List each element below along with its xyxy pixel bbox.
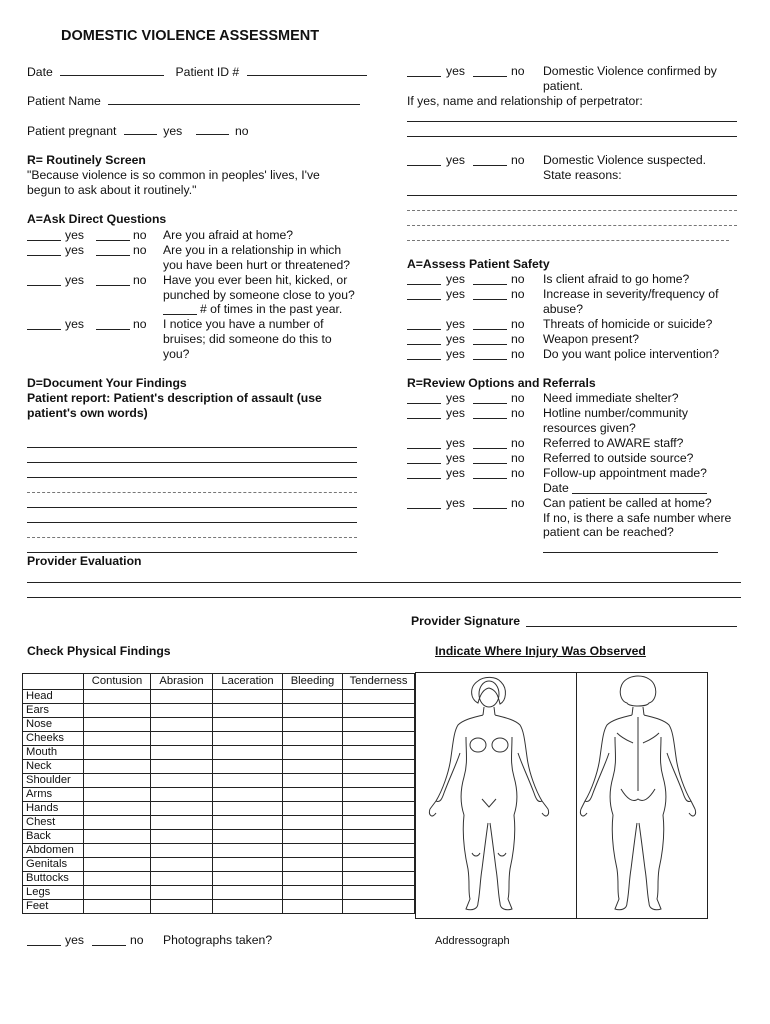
finding-checkbox-cell[interactable] [151,760,213,774]
yes-label: yes [446,64,465,78]
finding-checkbox-cell[interactable] [283,718,343,732]
yes-label: yes [446,436,465,450]
no-label: no [511,436,525,450]
finding-checkbox-cell[interactable] [84,886,151,900]
finding-checkbox-cell[interactable] [343,900,415,914]
no-label: no [133,243,147,257]
finding-checkbox-cell[interactable] [343,690,415,704]
finding-checkbox-cell[interactable] [213,802,283,816]
table-row [23,718,415,732]
review-q1: Need immediate shelter? [543,391,679,405]
review-q4-no-blank[interactable] [473,463,507,464]
physical-findings-heading: Check Physical Findings [27,644,171,658]
finding-checkbox-cell[interactable] [84,802,151,816]
ask-q4-line-3: you? [163,347,190,361]
row-label: Genitals [23,858,84,872]
patient-name-field[interactable] [108,93,360,105]
table-row [23,704,415,718]
review-q6-no-blank[interactable] [473,508,507,509]
provider-evaluation-label: Provider Evaluation [27,554,142,568]
report-line-2[interactable] [27,462,357,463]
suspected-text-2: State reasons: [543,168,622,182]
safe-number-blank[interactable] [543,552,718,553]
no-label: no [511,451,525,465]
pregnant-yes-blank[interactable] [124,123,157,135]
finding-checkbox-cell[interactable] [84,704,151,718]
ask-q1-no-blank[interactable] [96,240,130,241]
finding-checkbox-cell[interactable] [213,872,283,886]
ask-q3-yes-blank[interactable] [27,285,61,286]
evaluation-line-2[interactable] [27,597,741,598]
suspected-no-blank[interactable] [473,165,507,166]
finding-checkbox-cell[interactable] [84,858,151,872]
finding-checkbox-cell[interactable] [151,844,213,858]
confirmed-text-2: patient. [543,79,583,93]
assess-q1: Is client afraid to go home? [543,272,690,286]
finding-checkbox-cell[interactable] [343,746,415,760]
finding-checkbox-cell[interactable] [213,718,283,732]
no-label: no [511,317,525,331]
confirmed-yes-blank[interactable] [407,76,441,77]
perpetrator-line-2[interactable] [407,136,737,137]
ask-q2-no-blank[interactable] [96,255,130,256]
table-row [23,816,415,830]
review-q5-no-blank[interactable] [473,478,507,479]
yes-label: yes [446,347,465,361]
finding-checkbox-cell[interactable] [151,788,213,802]
finding-checkbox-cell[interactable] [343,830,415,844]
date-row [27,64,367,80]
table-row [23,872,415,886]
ask-q2-yes-blank[interactable] [27,255,61,256]
finding-checkbox-cell[interactable] [213,858,283,872]
column-header-abrasion: Abrasion [151,674,213,690]
finding-checkbox-cell[interactable] [151,704,213,718]
row-label: Nose [23,718,84,732]
no-label: no [511,406,525,420]
photos-yes-blank[interactable] [27,945,61,946]
no-label: no [133,317,147,331]
finding-checkbox-cell[interactable] [283,858,343,872]
column-header-tenderness: Tenderness [343,674,415,690]
finding-checkbox-cell[interactable] [151,900,213,914]
table-header-row [23,674,415,690]
review-q2-yes-blank[interactable] [407,418,441,419]
finding-checkbox-cell[interactable] [283,732,343,746]
review-q1-no-blank[interactable] [473,403,507,404]
patient-report-line-1: Patient report: Patient's description of assault (use [27,391,322,405]
finding-checkbox-cell[interactable] [84,900,151,914]
table-row [23,844,415,858]
table-header-corner [23,674,84,690]
column-header-laceration: Laceration [213,674,283,690]
pregnant-row [27,123,249,139]
finding-checkbox-cell[interactable] [151,816,213,830]
finding-checkbox-cell[interactable] [283,900,343,914]
row-label: Head [23,690,84,704]
yes-label: yes [446,451,465,465]
review-q6-line-3: patient can be reached? [543,525,674,539]
followup-date-blank[interactable] [572,493,707,494]
no-label: no [511,347,525,361]
yes-label: yes [446,272,465,286]
finding-checkbox-cell[interactable] [213,900,283,914]
evaluation-line-1[interactable] [27,582,741,583]
ask-q2-line-1: Are you in a relationship in which [163,243,342,257]
finding-checkbox-cell[interactable] [343,886,415,900]
table-row [23,732,415,746]
finding-checkbox-cell[interactable] [84,746,151,760]
ask-q4-no-blank[interactable] [96,329,130,330]
assess-q2-line-1: Increase in severity/frequency of [543,287,719,301]
finding-checkbox-cell[interactable] [343,858,415,872]
review-q6-line-2: If no, is there a safe number where [543,511,732,525]
no-label: no [511,272,525,286]
yes-label: yes [446,287,465,301]
yes-label: yes [446,317,465,331]
yes-label: yes [65,933,84,947]
ask-q3-no-blank[interactable] [96,285,130,286]
finding-checkbox-cell[interactable] [343,872,415,886]
finding-checkbox-cell[interactable] [213,746,283,760]
finding-checkbox-cell[interactable] [283,690,343,704]
times-blank[interactable] [163,314,197,315]
finding-checkbox-cell[interactable] [343,704,415,718]
body-front-diagram[interactable] [416,673,576,918]
finding-checkbox-cell[interactable] [343,816,415,830]
row-label: Cheeks [23,732,84,746]
finding-checkbox-cell[interactable] [213,788,283,802]
row-label: Legs [23,886,84,900]
finding-checkbox-cell[interactable] [213,760,283,774]
finding-checkbox-cell[interactable] [283,704,343,718]
date-label: Date [27,65,53,79]
no-label: no [511,153,525,167]
pregnant-no-blank[interactable] [196,123,229,135]
finding-checkbox-cell[interactable] [343,718,415,732]
finding-checkbox-cell[interactable] [283,830,343,844]
table-row [23,774,415,788]
finding-checkbox-cell[interactable] [84,718,151,732]
row-label: Shoulder [23,774,84,788]
report-line-4[interactable] [27,492,357,493]
finding-checkbox-cell[interactable] [283,844,343,858]
reasons-line-2[interactable] [407,210,737,211]
row-label: Mouth [23,746,84,760]
yes-label: yes [65,273,84,287]
finding-checkbox-cell[interactable] [151,774,213,788]
finding-checkbox-cell[interactable] [84,774,151,788]
finding-checkbox-cell[interactable] [213,704,283,718]
page-title: DOMESTIC VIOLENCE ASSESSMENT [61,28,320,44]
ask-q4-line-2: bruises; did someone do this to [163,332,332,346]
assess-q1-no-blank[interactable] [473,284,507,285]
assess-q2-line-2: abuse? [543,302,583,316]
finding-checkbox-cell[interactable] [343,732,415,746]
review-q3: Referred to AWARE staff? [543,436,684,450]
finding-checkbox-cell[interactable] [84,690,151,704]
ask-q3-line-2: punched by someone close to you? [163,288,355,302]
finding-checkbox-cell[interactable] [213,844,283,858]
report-line-6[interactable] [27,522,357,523]
no-label: no [511,496,525,510]
table-row [23,760,415,774]
no-label: no [133,273,147,287]
review-q2-line-1: Hotline number/community [543,406,688,420]
assess-q3-no-blank[interactable] [473,329,507,330]
row-label: Back [23,830,84,844]
injury-diagram-heading: Indicate Where Injury Was Observed [435,644,646,658]
reasons-line-3[interactable] [407,225,737,226]
no-label: no [511,287,525,301]
finding-checkbox-cell[interactable] [283,872,343,886]
review-q4: Referred to outside source? [543,451,694,465]
finding-checkbox-cell[interactable] [84,732,151,746]
report-line-8[interactable] [27,552,357,553]
routine-text-2: begun to ask about it routinely." [27,183,197,197]
ask-q2-line-2: you have been hurt or threatened? [163,258,351,272]
finding-checkbox-cell[interactable] [283,746,343,760]
finding-checkbox-cell[interactable] [84,760,151,774]
body-diagram-box [415,672,708,919]
finding-checkbox-cell[interactable] [283,816,343,830]
ask-heading: A=Ask Direct Questions [27,212,167,226]
finding-checkbox-cell[interactable] [151,830,213,844]
yes-label: yes [163,124,183,138]
review-q3-no-blank[interactable] [473,448,507,449]
finding-checkbox-cell[interactable] [151,746,213,760]
finding-checkbox-cell[interactable] [151,872,213,886]
confirmed-no-blank[interactable] [473,76,507,77]
table-row [23,900,415,914]
routine-heading: R= Routinely Screen [27,153,146,167]
table-row [23,886,415,900]
yes-label: yes [446,391,465,405]
report-line-5[interactable] [27,507,357,508]
row-label: Chest [23,816,84,830]
finding-checkbox-cell[interactable] [343,802,415,816]
finding-checkbox-cell[interactable] [343,788,415,802]
report-line-1[interactable] [27,447,357,448]
review-q6-yes-blank[interactable] [407,508,441,509]
assess-q3: Threats of homicide or suicide? [543,317,713,331]
review-heading: R=Review Options and Referrals [407,376,596,390]
no-label: no [133,228,147,242]
row-label: Buttocks [23,872,84,886]
report-line-3[interactable] [27,477,357,478]
review-q5-date-label: Date [543,481,569,495]
suspected-yes-blank[interactable] [407,165,441,166]
perpetrator-label: If yes, name and relationship of perpetrator: [407,94,643,108]
reasons-line-4[interactable] [407,240,729,241]
yes-label: yes [65,317,84,331]
physical-findings-table [22,673,415,914]
assess-q4-no-blank[interactable] [473,344,507,345]
review-q6-line-1: Can patient be called at home? [543,496,712,510]
yes-label: yes [446,406,465,420]
row-label: Neck [23,760,84,774]
finding-checkbox-cell[interactable] [84,816,151,830]
ask-q1-yes-blank[interactable] [27,240,61,241]
table-row [23,788,415,802]
finding-checkbox-cell[interactable] [213,774,283,788]
report-line-7[interactable] [27,537,357,538]
yes-label: yes [446,153,465,167]
row-label: Ears [23,704,84,718]
patient-name-row [27,93,360,109]
patient-name-label: Patient Name [27,94,101,108]
yes-label: yes [446,332,465,346]
column-header-bleeding: Bleeding [283,674,343,690]
assess-q1-yes-blank[interactable] [407,284,441,285]
patient-id-field[interactable] [247,64,367,76]
review-q5-yes-blank[interactable] [407,478,441,479]
finding-checkbox-cell[interactable] [343,774,415,788]
row-label: Abdomen [23,844,84,858]
table-row [23,690,415,704]
row-label: Hands [23,802,84,816]
photos-no-blank[interactable] [92,945,126,946]
assess-q5-yes-blank[interactable] [407,359,441,360]
assess-q3-yes-blank[interactable] [407,329,441,330]
row-label: Arms [23,788,84,802]
no-label: no [130,933,144,947]
finding-checkbox-cell[interactable] [283,774,343,788]
column-header-contusion: Contusion [84,674,151,690]
table-row [23,830,415,844]
no-label: no [511,64,525,78]
finding-checkbox-cell[interactable] [213,732,283,746]
ask-q3-line-1: Have you ever been hit, kicked, or [163,273,348,287]
yes-label: yes [65,228,84,242]
ask-q4-yes-blank[interactable] [27,329,61,330]
review-q2-no-blank[interactable] [473,418,507,419]
assess-q2-yes-blank[interactable] [407,299,441,300]
yes-label: yes [446,466,465,480]
no-label: no [511,332,525,346]
yes-label: yes [65,243,84,257]
finding-checkbox-cell[interactable] [213,690,283,704]
provider-signature-label: Provider Signature [411,614,521,628]
no-label: no [511,391,525,405]
ask-q1: Are you afraid at home? [163,228,294,242]
finding-checkbox-cell[interactable] [283,788,343,802]
finding-checkbox-cell[interactable] [213,816,283,830]
date-field[interactable] [60,64,164,76]
finding-checkbox-cell[interactable] [283,886,343,900]
patient-report-line-2: patient's own words) [27,406,148,420]
ask-q4-line-1: I notice you have a number of [163,317,324,331]
yes-label: yes [446,496,465,510]
confirmed-text-1: Domestic Violence confirmed by [543,64,717,78]
photographs-question: Photographs taken? [163,933,273,947]
ask-q3-line-3: # of times in the past year. [200,302,343,316]
pregnant-label: Patient pregnant [27,124,117,138]
assess-q5: Do you want police intervention? [543,347,720,361]
no-label: no [234,124,249,138]
finding-checkbox-cell[interactable] [213,830,283,844]
finding-checkbox-cell[interactable] [151,802,213,816]
review-q3-yes-blank[interactable] [407,448,441,449]
suspected-text-1: Domestic Violence suspected. [543,153,707,167]
provider-signature-field[interactable] [526,626,737,627]
review-q4-yes-blank[interactable] [407,463,441,464]
finding-checkbox-cell[interactable] [84,830,151,844]
finding-checkbox-cell[interactable] [213,886,283,900]
addressograph-label: Addressograph [435,935,510,947]
table-row [23,802,415,816]
no-label: no [511,466,525,480]
assess-heading: A=Assess Patient Safety [407,257,550,271]
table-row [23,858,415,872]
finding-checkbox-cell[interactable] [151,732,213,746]
patient-id-label: Patient ID # [175,65,240,79]
finding-checkbox-cell[interactable] [343,760,415,774]
assess-q2-no-blank[interactable] [473,299,507,300]
perpetrator-line-1[interactable] [407,121,737,122]
assess-q5-no-blank[interactable] [473,359,507,360]
reasons-line-1[interactable] [407,195,737,196]
row-label: Feet [23,900,84,914]
table-row [23,746,415,760]
finding-checkbox-cell[interactable] [283,760,343,774]
assess-q4: Weapon present? [543,332,639,346]
finding-checkbox-cell[interactable] [151,886,213,900]
document-heading: D=Document Your Findings [27,376,187,390]
review-q1-yes-blank[interactable] [407,403,441,404]
finding-checkbox-cell[interactable] [283,802,343,816]
finding-checkbox-cell[interactable] [151,690,213,704]
routine-text-1: "Because violence is so common in peoples' lives, I've [27,168,320,182]
review-q2-line-2: resources given? [543,421,636,435]
finding-checkbox-cell[interactable] [84,844,151,858]
finding-checkbox-cell[interactable] [84,788,151,802]
finding-checkbox-cell[interactable] [343,844,415,858]
assess-q4-yes-blank[interactable] [407,344,441,345]
review-q5-line-1: Follow-up appointment made? [543,466,707,480]
body-back-diagram[interactable] [577,673,707,918]
finding-checkbox-cell[interactable] [84,872,151,886]
finding-checkbox-cell[interactable] [151,858,213,872]
finding-checkbox-cell[interactable] [151,718,213,732]
